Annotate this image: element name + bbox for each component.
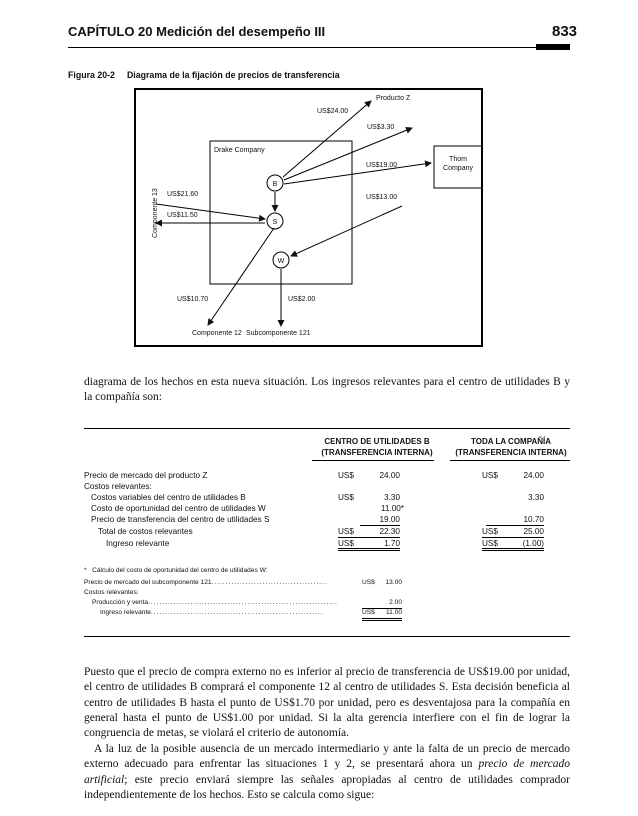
footnote-line1-value: 13.00 xyxy=(385,579,402,586)
figure-title: Diagrama de la fijación de precios de transferencia xyxy=(126,70,340,80)
page-number: 833 xyxy=(552,23,578,40)
price-11-50: US$11.50 xyxy=(167,212,198,219)
footnote-line-label: Precio de mercado del subcomponente 121 xyxy=(84,579,212,586)
footnote-line: Producción y venta................................................................... xyxy=(92,599,338,606)
footnote-line4-value: 11.00 xyxy=(385,609,402,616)
col2-header-line2: (TRANSFERENCIA INTERNA) xyxy=(455,448,567,457)
footnote-title-text: Cálculo del costo de oportunidad del centro de utilidades W: xyxy=(92,567,268,574)
table-row xyxy=(84,481,570,492)
label-componente-13: Componente 13 xyxy=(152,188,159,238)
figure-number: Figura 20-2 xyxy=(68,70,115,80)
row-label: Precio de mercado del producto Z xyxy=(84,471,208,480)
table-row xyxy=(84,470,570,481)
col1-value: 1.70 xyxy=(384,539,400,548)
transfer-pricing-diagram xyxy=(134,88,484,348)
col2-value: 25.00 xyxy=(523,527,544,536)
arrow-componente-12 xyxy=(208,228,274,325)
col2-currency: US$ xyxy=(482,526,544,538)
price-19-00: US$19.00 xyxy=(366,162,398,169)
col1-header-line1: CENTRO DE UTILIDADES B xyxy=(324,437,430,446)
paragraph-1: Puesto que el precio de compra externo no es inferior al precio de transferencia de US$19.00 por unidad, el centro de utilidades B comprará el componente 12 al centro de utilidades S. Esta decisión beneficia al centro de utilidades B hasta el punto de US$1.70 por unidad, pero es desventajosa para la compañía en general hasta el punto de US$1.00 por unidad. Si la alta gerencia interfiere con el fin de lograr la congruencia de metas, se violará el criterio de autonomía. xyxy=(84,666,570,740)
col1-currency: US$ xyxy=(338,538,400,551)
label-thom-company: Company xyxy=(443,165,473,172)
col2-header-line1: TODA LA COMPAÑÍA xyxy=(471,437,551,446)
table-row xyxy=(84,492,570,503)
row-label: Costos variables del centro de utilidades B xyxy=(91,493,246,502)
footnote-line1-currency: US$ xyxy=(362,579,375,586)
footnote-title xyxy=(84,566,268,576)
price-10-70: US$10.70 xyxy=(177,296,209,303)
col1-value: 19.00 xyxy=(360,514,400,526)
intro-paragraph: diagrama de los hechos en esta nueva situación. Los ingresos relevantes para el centro de utilidades B y la compañía son: xyxy=(84,376,570,404)
label-drake-company: Drake Company xyxy=(214,147,265,154)
row-label: Total de costos relevantes xyxy=(98,527,193,536)
col2-value: (1.00) xyxy=(522,539,544,548)
node-w-label: W xyxy=(277,258,285,265)
col2-header xyxy=(450,436,572,458)
label-componente-12: Componente 12 xyxy=(192,330,242,337)
row-label: Costos relevantes: xyxy=(84,482,152,491)
footnote-star: * xyxy=(84,567,87,574)
price-2-00: US$2.00 xyxy=(288,296,316,303)
header-rule xyxy=(68,47,570,48)
footnote-double-rule xyxy=(362,618,402,621)
table-row xyxy=(84,538,570,549)
col1-currency: US$ xyxy=(338,526,400,538)
chapter-header: CAPÍTULO 20 Medición del desempeño III xyxy=(68,24,326,39)
table-bottom-rule xyxy=(84,636,570,637)
col1-value: 3.30 xyxy=(384,493,400,502)
table-top-rule xyxy=(84,428,570,429)
col2-header-rule xyxy=(450,460,570,461)
col1-currency: US$ xyxy=(338,493,354,502)
label-thom: Thom xyxy=(449,156,467,163)
row-label: Costo de oportunidad del centro de utilidades W xyxy=(91,504,266,513)
col1-header-rule xyxy=(312,460,434,461)
price-13-00: US$13.00 xyxy=(366,194,398,201)
price-21-60: US$21.60 xyxy=(167,191,199,198)
arrow-13-00 xyxy=(291,206,402,256)
col2-value: 3.30 xyxy=(528,493,544,502)
table-row xyxy=(84,514,570,525)
node-b-label: B xyxy=(272,181,278,188)
col1-header xyxy=(312,436,442,458)
paragraph-2-italic: precio de mercado artificial xyxy=(84,758,570,786)
footnote-line xyxy=(84,588,139,598)
col1-value: 22.30 xyxy=(379,527,400,536)
footnote-line: Ingreso relevante............................................................. xyxy=(100,609,324,616)
node-s-label: S xyxy=(272,219,278,226)
label-subcomponente-121: Subcomponente 121 xyxy=(246,330,311,337)
figure-caption xyxy=(68,70,340,80)
paragraph-2-text-end: ; este precio enviará siempre las señales apropiadas al centro de utilidades comprador independientemente de los hechos. Esto se calcula como sigue: xyxy=(84,773,570,801)
col1-header-line2: (TRANSFERENCIA INTERNA) xyxy=(321,448,433,457)
col2-value: 10.70 xyxy=(486,514,544,526)
footnote-line-label: Producción y venta xyxy=(92,599,149,606)
col1-currency: US$ xyxy=(338,471,354,480)
row-label: Ingreso relevante xyxy=(106,539,170,548)
footnote-line: Precio de mercado del subcomponente 121......................................... xyxy=(84,579,328,586)
row-label: Precio de transferencia del centro de utilidades S xyxy=(91,515,270,524)
header-bar xyxy=(536,44,570,50)
paragraph-2-text: A la luz de la posible ausencia de un mercado intermediario y ante la falta de un precio de mercado externo adecuado para enfrentar las situaciones 1 y 2, se presentará ahora un xyxy=(84,743,570,771)
price-24-00: US$24.00 xyxy=(317,108,349,115)
col2-value: 24.00 xyxy=(523,471,544,480)
col2-currency: US$ xyxy=(482,471,498,480)
label-producto-z: Producto Z xyxy=(376,95,411,102)
footnote-line-label: Costos relevantes: xyxy=(84,589,139,596)
price-3-30: US$3.30 xyxy=(367,124,395,131)
footnote-line3-value: 2.00 xyxy=(362,598,402,609)
table-row xyxy=(84,503,570,514)
footnote-line4-currency: US$ xyxy=(362,609,375,616)
footnote-line-label: Ingreso relevante xyxy=(100,609,151,616)
col1-value: 11.00* xyxy=(380,504,404,513)
paragraph-2 xyxy=(84,742,570,803)
table-row xyxy=(84,526,570,537)
arrow-19-00 xyxy=(284,163,431,184)
col2-currency: US$ xyxy=(482,538,544,551)
col1-value: 24.00 xyxy=(379,471,400,480)
arrow-3-30 xyxy=(284,128,412,180)
